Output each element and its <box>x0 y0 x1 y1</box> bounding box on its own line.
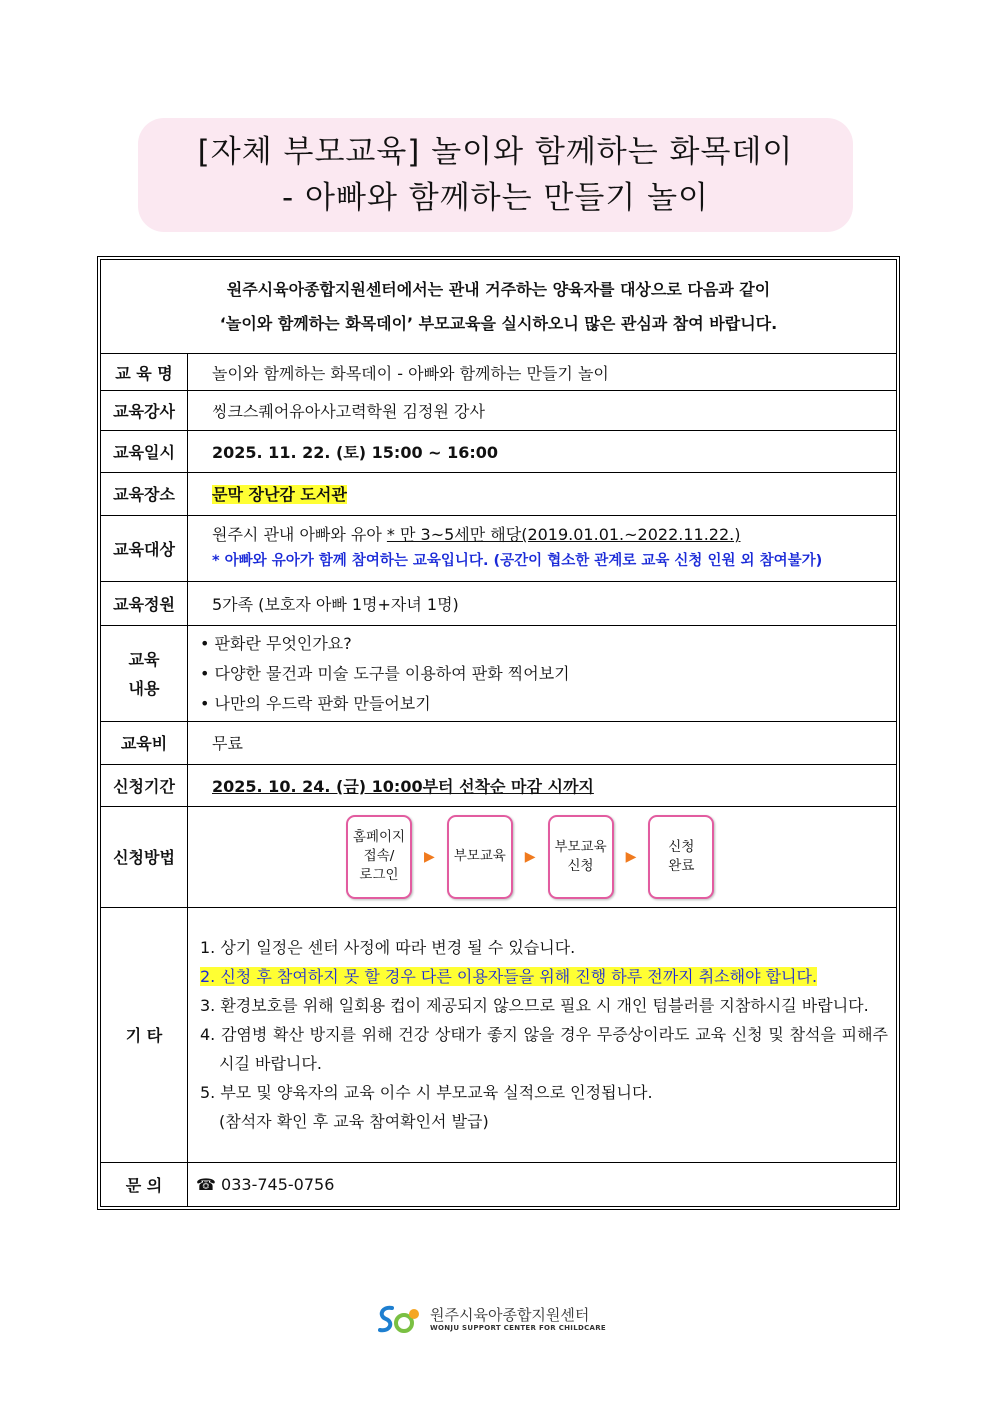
row-capacity <box>101 581 897 625</box>
flow-step-parent-edu: 부모교육 <box>447 815 513 899</box>
list-item <box>200 962 888 991</box>
phone-icon: ☎ <box>196 1174 216 1194</box>
info-table-frame <box>97 256 900 1210</box>
label-content-line-1: 교육 <box>128 649 160 669</box>
flow-step-complete: 신청 완료 <box>648 815 714 899</box>
value-instructor: 씽크스퀘어유아사고력학원 김정원 강사 <box>188 391 897 430</box>
intro-line-1: 원주시육아종합지원센터에서는 관내 거주하는 양육자를 대상으로 다음과 같이 <box>226 279 771 299</box>
info-table <box>100 259 897 1207</box>
label-fee: 교육비 <box>101 722 188 764</box>
row-name <box>101 354 897 391</box>
org-name: 원주시육아종합지원센터 <box>430 1305 590 1324</box>
list-item: • 나만의 우드락 판화 만들어보기 <box>200 689 896 719</box>
flow-step-apply: 부모교육 신청 <box>548 815 614 899</box>
row-instructor <box>101 391 897 430</box>
label-capacity: 교육정원 <box>101 581 188 625</box>
intro-text <box>101 260 897 354</box>
label-period: 신청기간 <box>101 764 188 806</box>
list-item: • 판화란 무엇인가요? <box>200 629 896 659</box>
label-method: 신청방법 <box>101 806 188 907</box>
value-date: 2025. 11. 22. (토) 15:00 ~ 16:00 <box>188 430 897 472</box>
row-date <box>101 430 897 472</box>
list-item: 3. 환경보호를 위해 일회용 컵이 제공되지 않으므로 필요 시 개인 텀블러를 지참하시길 바랍니다. <box>200 996 869 1016</box>
label-content <box>101 626 188 722</box>
value-target <box>212 521 896 548</box>
row-fee <box>101 722 897 764</box>
label-etc: 기 타 <box>101 907 188 1162</box>
org-logo <box>376 1302 616 1336</box>
value-capacity: 5가족 (보호자 아빠 1명+자녀 1명) <box>188 581 897 625</box>
contact-phone: 033-745-0756 <box>221 1174 335 1194</box>
target-prefix: 원주시 관내 아빠와 유아 <box>212 525 387 545</box>
content-list <box>188 629 896 719</box>
list-item: (참석자 확인 후 교육 참여확인서 발급) <box>219 1112 489 1132</box>
flow-step-homepage: 홈페이지 접속/ 로그인 <box>346 815 412 899</box>
title-banner <box>138 118 853 232</box>
list-item: 1. 상기 일정은 센터 사정에 따라 변경 될 수 있습니다. <box>200 938 576 958</box>
arrow-right-icon: ▶ <box>524 848 536 865</box>
intro-line-2: ‘놀이와 함께하는 화목데이’ 부모교육을 실시하오니 많은 관심과 참여 바랍니다. <box>219 313 778 333</box>
target-note: * 아빠와 유아가 함께 참여하는 교육입니다. (공간이 협소한 관계로 교육 신청 인원 외 참여불가) <box>212 553 823 570</box>
value-period: 2025. 10. 24. (금) 10:00부터 선착순 마감 시까지 <box>212 776 594 796</box>
row-content <box>101 626 897 722</box>
org-logo-icon <box>376 1302 424 1336</box>
intro-row <box>101 260 897 354</box>
label-content-line-2: 내용 <box>128 678 160 698</box>
title-line-1: [자체 부모교육] 놀이와 함께하는 화목데이 <box>197 134 794 170</box>
target-age: * 만 3~5세만 해당(2019.01.01.~2022.11.22.) <box>386 525 741 545</box>
value-place: 문막 장난감 도서관 <box>212 485 347 505</box>
label-date: 교육일시 <box>101 430 188 472</box>
arrow-right-icon: ▶ <box>625 848 637 865</box>
row-place <box>101 472 897 515</box>
label-name: 교 육 명 <box>101 354 188 391</box>
row-method <box>101 806 897 907</box>
etc-highlight: 2. 신청 후 참여하지 못 할 경우 다른 이용자들을 위해 진행 하루 전까지 취소해야 합니다. <box>200 967 818 987</box>
row-target <box>101 515 897 581</box>
row-etc <box>101 907 897 1162</box>
value-fee: 무료 <box>188 722 897 764</box>
list-item: 4. 감염병 확산 방지를 위해 건강 상태가 좋지 않을 경우 무증상이라도 교육 신청 및 참석을 피해주시길 바랍니다. <box>200 1025 888 1074</box>
application-flow <box>188 815 896 899</box>
label-target: 교육대상 <box>101 515 188 581</box>
etc-list <box>188 925 896 1144</box>
value-name: 놀이와 함께하는 화목데이 - 아빠와 함께하는 만들기 놀이 <box>188 354 897 391</box>
arrow-right-icon: ▶ <box>424 848 435 865</box>
label-instructor: 교육강사 <box>101 391 188 430</box>
row-contact <box>101 1162 897 1206</box>
list-item: 5. 부모 및 양육자의 교육 이수 시 부모교육 실적으로 인정됩니다. <box>200 1083 653 1103</box>
label-place: 교육장소 <box>101 472 188 515</box>
label-contact: 문 의 <box>101 1162 188 1206</box>
org-name-en: WONJU SUPPORT CENTER FOR CHILDCARE <box>430 1323 606 1332</box>
row-period <box>101 764 897 806</box>
list-item: • 다양한 물건과 미술 도구를 이용하여 판화 찍어보기 <box>200 659 896 689</box>
title-line-2: - 아빠와 함께하는 만들기 놀이 <box>282 180 709 216</box>
